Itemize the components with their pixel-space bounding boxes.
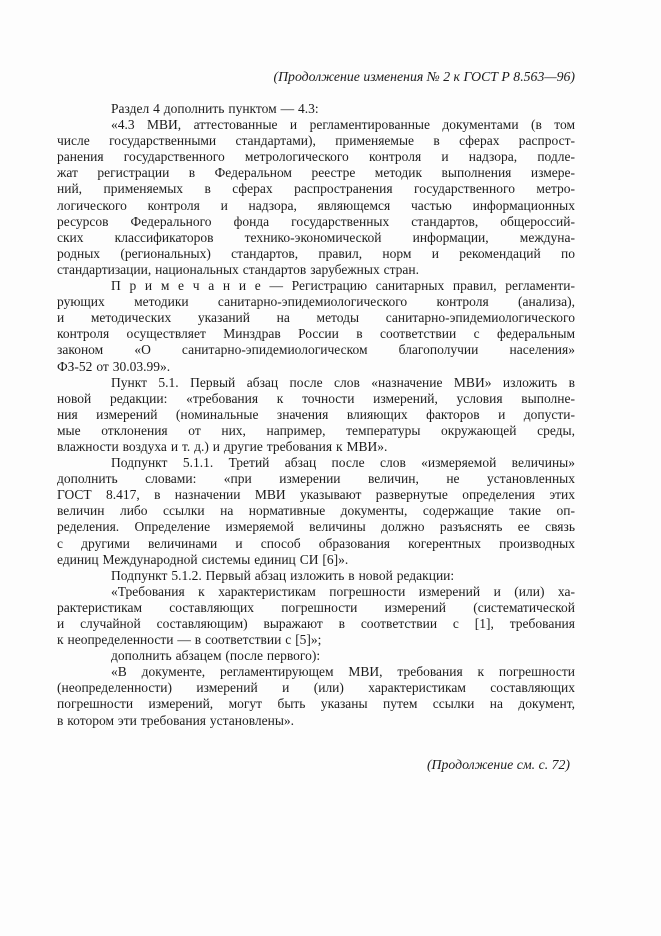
text-line: жат регистрации в Федеральном реестре методик выполнения измере- xyxy=(57,165,575,181)
text-line: числе государственными стандартами), применяемые в сферах распрост- xyxy=(57,133,575,149)
text-line: Пункт 5.1. Первый абзац после слов «назначение МВИ» изложить в xyxy=(111,374,575,390)
text-line: логического контроля и надзора, являющемся частью информационных xyxy=(57,197,575,213)
text-line: погрешности измерений, могут быть указаны путем ссылки на документ, xyxy=(57,696,575,712)
document-body xyxy=(57,101,575,729)
text-line: «В документе, регламентирующем МВИ, требования к погрешности xyxy=(111,664,575,680)
text-line: и случайной составляющим) выражают в соответствии с [1], требования xyxy=(57,616,575,631)
text-line: дополнить словами: «при измерении величин, не установленных xyxy=(57,471,575,487)
text-line: ресурсов Федерального фонда государственных стандартов, общероссий- xyxy=(57,213,575,229)
text-line: ний, применяемых в сферах распространения государственного метро- xyxy=(57,181,575,197)
text-line: контроля осуществляет Минздрав России в соответствии с федеральным xyxy=(57,326,575,342)
paragraph xyxy=(57,664,575,728)
paragraph xyxy=(57,455,575,568)
text-line: единиц Международной системы единиц СИ [6]». xyxy=(57,551,349,567)
paragraph xyxy=(57,648,575,664)
text-line: ских классификаторов технико-экономической информации, междуна- xyxy=(57,229,575,245)
text-line: «4.3 МВИ, аттестованные и регламентированные документами (в том xyxy=(111,117,575,133)
text-line: стандартизации, национальных стандартов зарубежных стран. xyxy=(57,261,420,277)
text-line: (неопределенности) измерений и (или) характеристикам составляющих xyxy=(57,680,575,696)
text-line: величин либо ссылки на нормативные документы, содержащие такие оп- xyxy=(57,503,575,519)
text-line: П р и м е ч а н и е — Регистрацию санитарных правил, регламенти- xyxy=(111,278,575,294)
text-line: влажности воздуха и т. д.) и другие требования к МВИ». xyxy=(57,438,388,454)
text-line: ранения государственного метрологического контроля и надзора, подле- xyxy=(57,149,575,165)
text-line: законом «О санитарно-эпидемиологическом благополучии населения» xyxy=(57,342,575,358)
text-line: ния измерений (номинальные значения влияющих факторов и допусти- xyxy=(57,406,575,422)
footer-continuation-note: (Продолжение см. с. 72) xyxy=(426,757,570,772)
paragraph xyxy=(57,117,575,278)
text-line: в котором эти требования установлены». xyxy=(57,712,295,728)
paragraph xyxy=(57,278,575,375)
text-line: Подпункт 5.1.2. Первый абзац изложить в новой редакции: xyxy=(111,567,455,583)
text-line: родных (региональных) стандартов, правил, норм и рекомендаций по xyxy=(57,245,575,261)
text-line: мые отклонения от них, например, температуры окружающей среды, xyxy=(57,422,575,438)
paragraph xyxy=(57,375,575,455)
text-line: с другими величинами и способ образования когерентных производных xyxy=(57,535,575,551)
text-line: «Требования к характеристикам погрешности измерений и (или) ха- xyxy=(111,583,575,599)
text-line: новой редакции: «требования к точности измерений, условия выполне- xyxy=(57,390,575,406)
paragraph xyxy=(57,568,575,584)
text-line: ГОСТ 8.417, в назначении МВИ указывают развернутые определения этих xyxy=(57,487,575,503)
text-line: рующих методики санитарно-эпидемиологического контроля (анализа), xyxy=(57,294,575,310)
paragraph xyxy=(57,101,575,117)
text-line: к неопределенности — в соответствии с [5]»; xyxy=(57,632,322,648)
text-line: ФЗ-52 от 30.03.99». xyxy=(57,358,171,374)
paragraph xyxy=(57,584,575,648)
text-line: дополнить абзацем (после первого): xyxy=(111,648,321,664)
running-header-continuation: (Продолжение изменения № 2 к ГОСТ Р 8.563—96) xyxy=(273,69,575,84)
text-line: и методических указаний на методы санитарно-эпидемиологического xyxy=(57,310,575,326)
text-line: рактеристикам составляющих погрешности измерений (систематической xyxy=(57,599,575,615)
text-line: Раздел 4 дополнить пунктом — 4.3: xyxy=(111,101,319,116)
text-line: Подпункт 5.1.1. Третий абзац после слов «измеряемой величины» xyxy=(111,455,575,471)
text-line: ределения. Определение измеряемой величины должно разъяснять ее связь xyxy=(57,519,575,535)
